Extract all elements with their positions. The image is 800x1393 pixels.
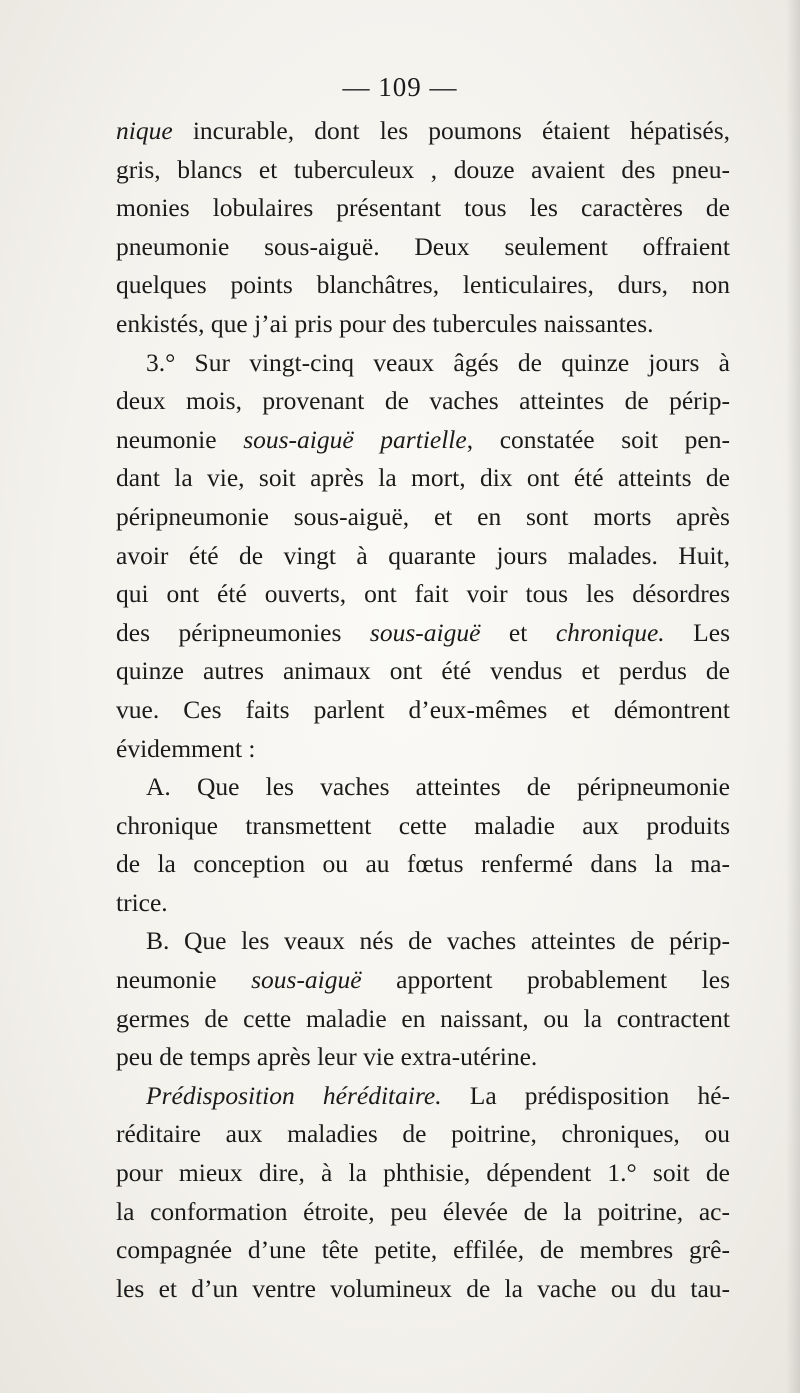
italic-text: Prédisposition héréditaire. bbox=[146, 1080, 442, 1110]
text-run: qui ont été ouverts, ont fait voir tous les désordres bbox=[116, 579, 730, 609]
text-line bbox=[116, 382, 730, 421]
text-line bbox=[116, 1270, 730, 1309]
text-run: évidemment : bbox=[116, 733, 256, 763]
text-line bbox=[116, 807, 730, 846]
italic-text: sous-aiguë bbox=[369, 617, 481, 647]
text-run: neumonie bbox=[116, 424, 244, 454]
text-run: quinze autres animaux ont été vendus et perdus de bbox=[116, 656, 730, 686]
text-line bbox=[116, 228, 730, 267]
text-run: quelques points blanchâtres, lenticulaires, durs, non bbox=[116, 270, 730, 300]
text-run: A. Que les vaches atteintes de péripneumonie bbox=[146, 772, 730, 802]
text-run: réditaire aux maladies de poitrine, chroniques, ou bbox=[116, 1119, 730, 1149]
page-number: — 109 — bbox=[342, 72, 458, 102]
text-run: B. Que les veaux nés de vaches atteintes de périp- bbox=[146, 926, 730, 956]
text-run: , constatée soit pen- bbox=[466, 424, 730, 454]
text-line bbox=[116, 189, 730, 228]
text-line bbox=[116, 421, 730, 460]
text-line bbox=[116, 1231, 730, 1270]
text-line bbox=[116, 922, 730, 961]
text-run: pneumonie sous-aiguë. Deux seulement offraient bbox=[116, 231, 730, 261]
text-line bbox=[116, 768, 730, 807]
text-run: pour mieux dire, à la phthisie, dépendent 1.° soit de bbox=[116, 1158, 730, 1188]
text-line bbox=[116, 266, 730, 305]
italic-text: chronique. bbox=[555, 617, 665, 647]
text-line bbox=[116, 884, 730, 923]
text-run: avoir été de vingt à quarante jours malades. Huit, bbox=[116, 540, 730, 570]
text-run: la conformation étroite, peu élevée de la poitrine, ac- bbox=[116, 1196, 730, 1226]
text-line bbox=[116, 1038, 730, 1077]
body-text bbox=[116, 112, 730, 1308]
text-run: et bbox=[480, 617, 556, 647]
italic-text: nique bbox=[116, 116, 173, 145]
text-run: La prédisposition hé- bbox=[441, 1080, 731, 1110]
text-run: vue. Ces faits parlent d’eux-mêmes et démontrent bbox=[116, 694, 730, 724]
text-run: de la conception ou au fœtus renfermé dans la ma- bbox=[116, 849, 730, 879]
text-run: des péripneumonies bbox=[116, 617, 370, 647]
text-run: gris, blancs et tuberculeux , douze avaient des pneu- bbox=[116, 154, 730, 184]
text-line bbox=[116, 537, 730, 576]
text-run: incurable, dont les poumons étaient hépatisés, bbox=[172, 116, 730, 145]
text-line bbox=[116, 1077, 730, 1116]
text-line bbox=[116, 575, 730, 614]
text-line bbox=[116, 305, 730, 344]
text-run: Les bbox=[664, 617, 730, 647]
italic-text: sous-aiguë partielle bbox=[243, 424, 467, 454]
text-line bbox=[116, 1000, 730, 1039]
text-run: neumonie bbox=[116, 965, 252, 995]
text-line bbox=[116, 459, 730, 498]
text-line bbox=[116, 614, 730, 653]
text-run: trice. bbox=[116, 887, 168, 917]
text-run: germes de cette maladie en naissant, ou la contractent bbox=[116, 1003, 730, 1033]
text-line bbox=[116, 112, 730, 151]
text-line bbox=[116, 691, 730, 730]
text-run: dant la vie, soit après la mort, dix ont été atteints de bbox=[116, 463, 730, 493]
page-edge-shadow bbox=[786, 0, 800, 1393]
text-run: deux mois, provenant de vaches atteintes de périp- bbox=[116, 386, 730, 416]
text-run: 3.° Sur vingt-cinq veaux âgés de quinze jours à bbox=[146, 347, 730, 377]
text-line bbox=[116, 845, 730, 884]
text-line bbox=[116, 652, 730, 691]
text-run: péripneumonie sous-aiguë, et en sont morts après bbox=[116, 501, 730, 531]
text-run: les et d’un ventre volumineux de la vache ou du tau- bbox=[116, 1273, 730, 1303]
text-line bbox=[116, 730, 730, 769]
text-run: monies lobulaires présentant tous les caractères de bbox=[116, 193, 730, 223]
text-line bbox=[116, 498, 730, 537]
text-run: peu de temps après leur vie extra-utérine. bbox=[116, 1042, 538, 1072]
text-line bbox=[116, 344, 730, 383]
italic-text: sous-aiguë bbox=[251, 965, 362, 995]
text-run: chronique transmettent cette maladie aux produits bbox=[116, 810, 730, 840]
text-line bbox=[116, 1154, 730, 1193]
text-line bbox=[116, 1193, 730, 1232]
text-line bbox=[116, 961, 730, 1000]
text-run: apportent probablement les bbox=[361, 965, 730, 995]
text-run: compagnée d’une tête petite, effilée, de membres grê- bbox=[116, 1235, 730, 1265]
text-run: enkistés, que j’ai pris pour des tubercules naissantes. bbox=[116, 308, 654, 338]
text-line bbox=[116, 151, 730, 190]
text-line bbox=[116, 1115, 730, 1154]
